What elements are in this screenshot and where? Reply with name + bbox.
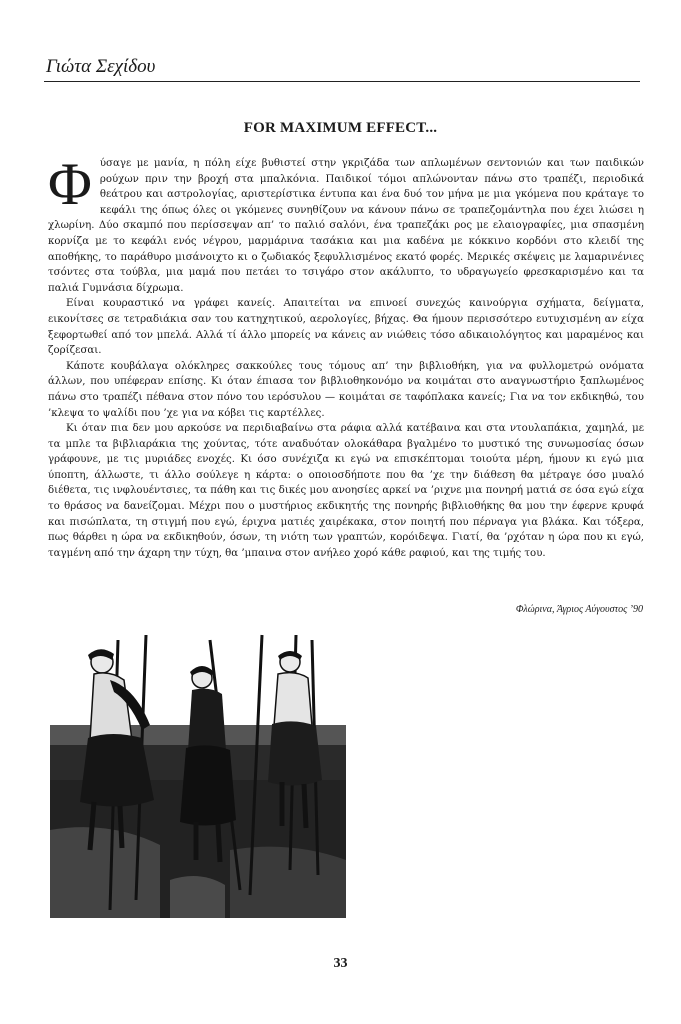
article-title: FOR MAXIMUM EFFECT... (243, 120, 438, 136)
engraving-stilt-walkers-icon (50, 630, 346, 918)
paragraph-1 (48, 151, 644, 296)
paragraph-3: Κάποτε κουβάλαγα ολόκληρες σακκούλες τους τόμους απ’ την βιβλιοθήκη, για να φυλλομετρώ ονόματα άλλων, που υπέφεραν επίσης. Κι όταν έπιασα τον βιβλιοθηκονόμο να κοιμάται στο αναγνωστήριο ξαπλωμένος πάνω στο τραπέζι πέθανα στον πόνο του ιερόσυλου — κοιμάται σε ταφόπλακα κανείς; Για να τον εκδικηθώ, του ’κλεψα το ψαλίδι που ’χε για να κόβει τις καρτέλλες. (48, 360, 644, 419)
page-number: 33 (333, 956, 348, 971)
paragraph-2: Είναι κουραστικό να γράφει κανείς. Απαιτείται να επινοεί συνεχώς καινούργια σχήματα, δείγματα, εικονίτσες σε τετραδιάκια σαν του κατηχητικού, αερολογίες, βήχας. Θα ήμουν περισσότερο ευτυχισμένη αν είχα ξεφορτωθεί από τον μπελά. Αλλά τί άλλο μπορείς να κάνεις αν νιώθεις τόσο αδικαιολόγητος και μαραμένος και ζορίζεσαι. (48, 298, 644, 357)
header-rule (44, 81, 640, 82)
paragraph-1-text: ύσαγε με μανία, η πόλη είχε βυθιστεί στην γκριζάδα των απλωμένων σεντονιών και των παιδικών ρούχων πριν την βροχή στα μπαλκόνια. Παιδικοί τόμοι απλώνονταν πάνω στο τραπέζι, περιοδικά θεάτρου και αστρολογίας, αριστερίστικα έντυπα και ένα δυό τον μήνα με μια γκόμενα που κράταγε το κεφάλι της όπως όλες οι γκόμενες συνηθίζουν να κάνουν πάνω σε τραπεζομάντηλα που έχει λιώσει η χλωρίνη. Δύο σκαμπό που περίσσεψαν απ’ το παλιό σαλόνι, ένα τραπεζάκι ρος με ελαιογραφίες, μια σπασμένη κορνίζα με το κεφάλι ενός νέγρου, μαρμάρινα τασάκια και μια καδένα με κόκκινο κορδόνι στο κλειδί της αποθήκης, το παράθυρο μισάνοιχτο κι ο ζωδιακός ξεφυλλισμένος εκατό φορές. Μερικές σκέψεις με λαμαρινένιες τσόντες στα τούβλα, μια μαμά που πετάει το τσιγάρο στον ακάλυπτο, το υδραγωγείο φρεσκαρισμένο και τα παλιά Γυμνάσια δίχρωμα. (48, 158, 644, 294)
signature-dateline: Φλώρινα, Άγριος Αύγουστος ’90 (515, 604, 643, 615)
article-body (48, 151, 644, 561)
paragraph-4: Κι όταν πια δεν μου αρκούσε να περιδιαβαίνω στα ράφια αλλά κατέβαινα και στα ντουλαπάκια, χαμηλά, με τα μπλε τα βιβλιαράκια της χούντας, τότε αναδυόταν ολοκάθαρα βγαλμένο το μυστικό της συνωμοσίας όσων γράφουνε, με τις μυριάδες ενοχές. Κι όσο συνέχιζα κι εγώ να επισκέπτομαι τοιούτα μέρη, ήμουν κι εγώ μια ύποπτη, άλλωστε, τι άλλο σούλεγε η κάρτα: ο οποιοσδήποτε που θα ’χε την διάθεση θα μέτραγε όσο μυαλό διέθετα, τις ινφλουέντσιες, τα πάθη και τις δικές μου ανοησίες αρκεί να ’ριχνε μια πονηρή ματιά σε όσα εγώ είχα το θράσος να δανείζομαι. Μέχρι που ο μυστήριος εκδικητής της πονηρής βιβλιοθήκης θα μου την έφερνε κρυφά και πισώπλατα, τη στιγμή που εγώ, έριχνα ματιές χαιρέκακα, στον ποιητή που πέρναγα για βλάκα. Και τόξερα, πως θάρθει η ώρα να εκδικηθούν, όσων, τη νιότη των γραπτών, κορόιδεψα. Γιατί, θα ’ρχόταν η ώρα που κι εγώ, ταγμένη από την άχαρη την τύχη, θα ’μπαινα στον ανήλεο χορό κάθε ραφιού, και της τιμής του. (48, 423, 644, 559)
running-header-author: Γιώτα Σεχίδου (46, 56, 156, 77)
drop-cap: Φ (48, 151, 92, 217)
